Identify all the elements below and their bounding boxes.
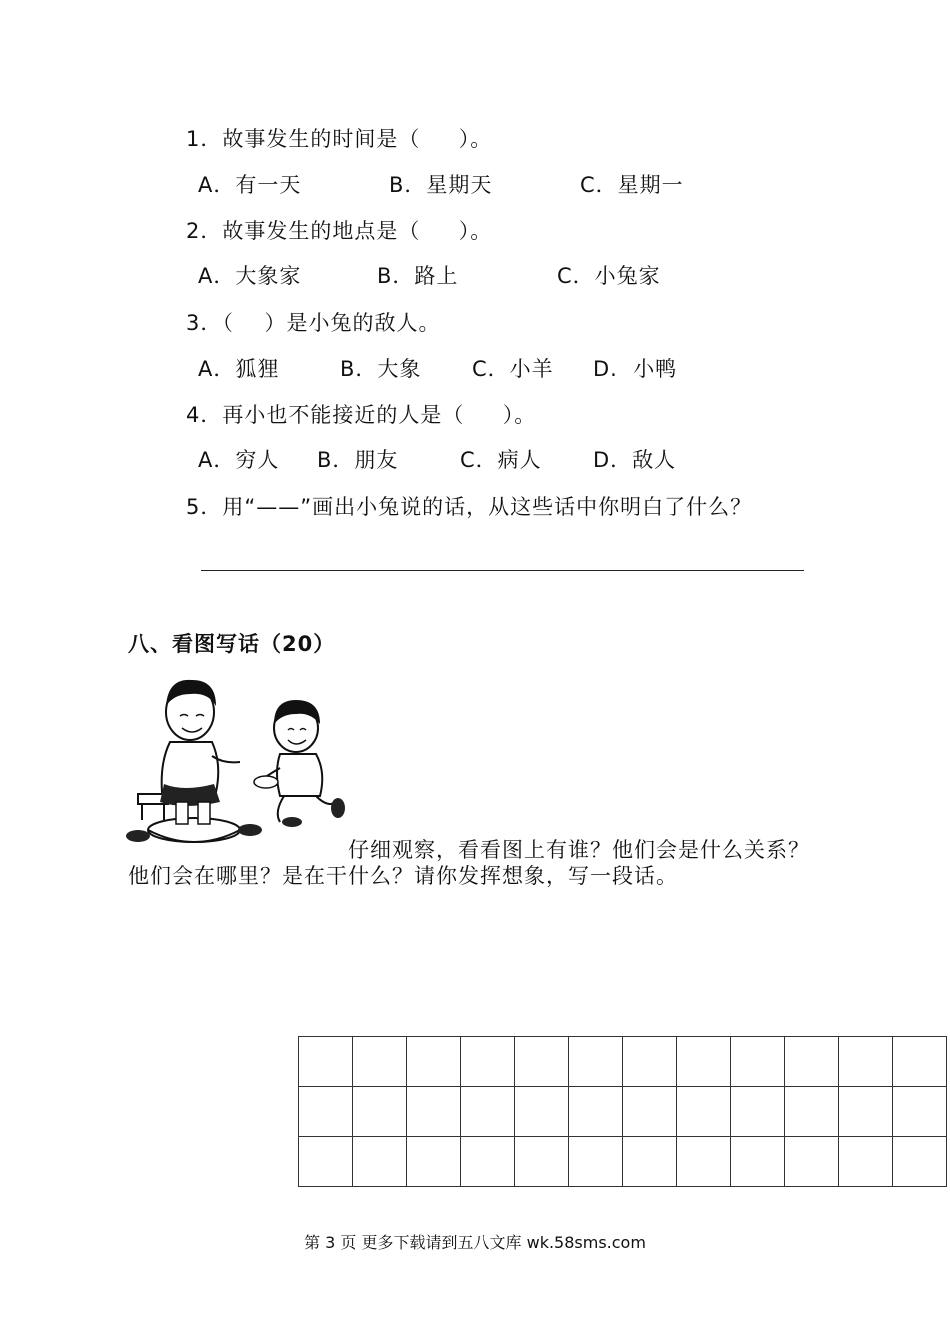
grid-cell[interactable] xyxy=(299,1137,353,1187)
grid-row xyxy=(299,1137,947,1187)
question-3-option-a: A．狐狸 xyxy=(198,357,280,381)
question-2-option-c: C．小兔家 xyxy=(557,264,661,288)
writing-grid[interactable] xyxy=(298,1036,947,1187)
grid-cell[interactable] xyxy=(299,1087,353,1137)
grid-row xyxy=(299,1087,947,1137)
grid-cell[interactable] xyxy=(569,1137,623,1187)
grid-cell[interactable] xyxy=(893,1087,947,1137)
grid-cell[interactable] xyxy=(569,1087,623,1137)
question-3-stem: 3．（ ）是小兔的敌人。 xyxy=(186,311,441,335)
grid-cell[interactable] xyxy=(353,1137,407,1187)
answer-line xyxy=(201,570,804,571)
question-4-stem: 4．再小也不能接近的人是（ ）。 xyxy=(186,403,537,427)
grid-cell[interactable] xyxy=(515,1137,569,1187)
grid-cell[interactable] xyxy=(839,1087,893,1137)
grid-cell[interactable] xyxy=(623,1037,677,1087)
question-3-option-c: C．小羊 xyxy=(472,357,554,381)
grid-cell[interactable] xyxy=(353,1087,407,1137)
grid-cell[interactable] xyxy=(785,1037,839,1087)
question-4-option-a: A．穷人 xyxy=(198,448,280,472)
question-2-stem: 2．故事发生的地点是（ ）。 xyxy=(186,219,493,243)
grid-cell[interactable] xyxy=(623,1137,677,1187)
grid-cell[interactable] xyxy=(731,1137,785,1187)
question-5-stem: 5．用“——”画出小兔说的话，从这些话中你明白了什么？ xyxy=(186,495,753,519)
page-footer: 第 3 页 更多下载请到五八文库 wk.58sms.com xyxy=(304,1233,646,1252)
question-4-option-c: C．病人 xyxy=(460,448,542,472)
grid-cell[interactable] xyxy=(731,1087,785,1137)
grid-cell[interactable] xyxy=(407,1037,461,1087)
question-3-option-d: D. 小鸭 xyxy=(593,357,678,381)
grid-cell[interactable] xyxy=(461,1037,515,1087)
question-1-option-c: C．星期一 xyxy=(580,173,684,197)
grid-cell[interactable] xyxy=(893,1137,947,1187)
grid-cell[interactable] xyxy=(839,1037,893,1087)
grid-cell[interactable] xyxy=(677,1137,731,1187)
grid-cell[interactable] xyxy=(569,1037,623,1087)
question-1-option-a: A．有一天 xyxy=(198,173,302,197)
grid-cell[interactable] xyxy=(677,1037,731,1087)
grid-cell[interactable] xyxy=(623,1087,677,1137)
grid-cell[interactable] xyxy=(515,1037,569,1087)
grid-cell[interactable] xyxy=(677,1087,731,1137)
grid-cell[interactable] xyxy=(353,1037,407,1087)
grid-cell[interactable] xyxy=(785,1137,839,1187)
grid-cell[interactable] xyxy=(407,1137,461,1187)
grid-cell[interactable] xyxy=(461,1137,515,1187)
grid-row xyxy=(299,1037,947,1087)
grid-cell[interactable] xyxy=(299,1037,353,1087)
father-son-foot-bath-illustration xyxy=(124,672,350,852)
grid-cell[interactable] xyxy=(839,1137,893,1187)
grid-cell[interactable] xyxy=(785,1087,839,1137)
writing-prompt-line-2: 他们会在哪里？是在干什么？请你发挥想象，写一段话。 xyxy=(128,864,678,888)
question-3-option-b: B．大象 xyxy=(340,357,422,381)
question-1-option-b: B．星期天 xyxy=(389,173,493,197)
grid-cell[interactable] xyxy=(407,1087,461,1137)
question-4-option-d: D．敌人 xyxy=(593,448,677,472)
question-2-option-a: A．大象家 xyxy=(198,264,302,288)
writing-prompt-line-1: 仔细观察，看看图上有谁？他们会是什么关系？ xyxy=(348,838,810,862)
grid-cell[interactable] xyxy=(731,1037,785,1087)
grid-cell[interactable] xyxy=(893,1037,947,1087)
question-4-option-b: B．朋友 xyxy=(317,448,399,472)
section-8-heading: 八、看图写话（20） xyxy=(128,632,336,656)
question-2-option-b: B．路上 xyxy=(377,264,459,288)
question-1-stem: 1．故事发生的时间是（ ）。 xyxy=(186,127,493,151)
grid-cell[interactable] xyxy=(461,1087,515,1137)
grid-cell[interactable] xyxy=(515,1087,569,1137)
